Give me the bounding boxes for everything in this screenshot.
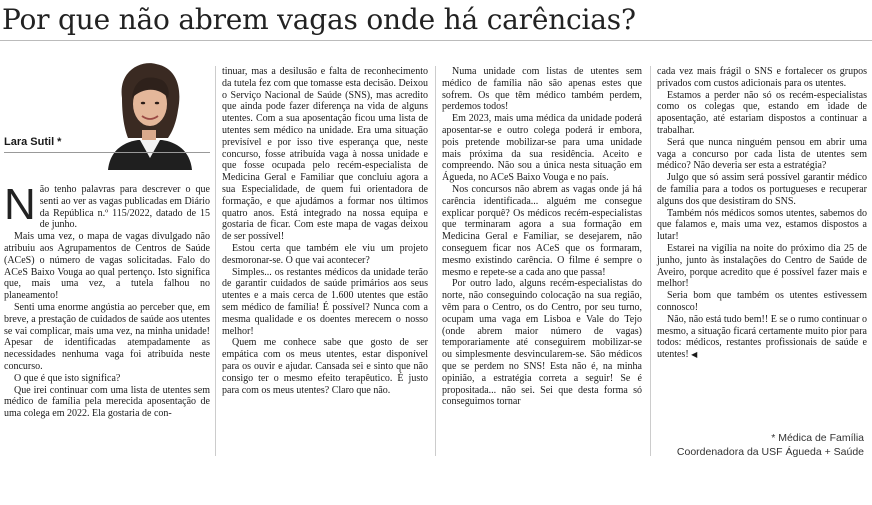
paragraph: Nos concursos não abrem as vagas onde já há carência identificada... alguém me consegue explicar porquê? Os médicos recém-especialistas que terminaram agora a sua formação em Medicina Geral e Familiar, se desejarem, não conseguem ficar nos ACeS que os formaram, mesmo existindo carência. O filme é sempre o mesmo e repete-se a cada ano que passa! (442, 183, 642, 278)
paragraph: Estarei na vigília na noite do próximo dia 25 de junho, junto às instalações do Centro de Saúde de Aveiro, porque acredito que é possível fazer mais e melhor! (657, 242, 867, 290)
paragraph: Não tenho palavras para descrever o que senti ao ver as vagas publicadas em Diário da República n.º 115/2022, datado de 15 de junho. (4, 180, 211, 231)
paragraph: Estou certa que também ele viu um projeto desmoronar-se. O que vai acontecer? (222, 242, 428, 266)
paragraph: cada vez mais frágil o SNS e fortalecer os grupos privados com custos adicionais para os utentes. (657, 66, 867, 89)
author-name: Lara Sutil * (4, 136, 62, 148)
author-note: * Médica de Família (771, 432, 864, 444)
paragraph: Será que nunca ninguém pensou em abrir uma vaga a concurso por cada lista de utentes sem médico? Não deveria ser esta a estratégia? (657, 136, 867, 172)
paragraph: Por outro lado, alguns recém-especialistas do norte, não conseguindo colocação na sua região, vêm para o Centro, os do Centro, por seu turno, ocupam uma vaga em Lisboa e Vale do Tejo (onde abrem maior número de vagas) temporariamente até conseguirem mobilizar-se ou simplesmente desvincularem-se. São médicos que se perdem no SNS! Esta não é, na minha opinião, a estratégia correta a seguir! Se é propositada... não sei. Sei que desta forma só conseguimos tornar (442, 278, 642, 408)
paragraph: Também nós médicos somos utentes, sabemos do que falamos e, mais uma vez, estamos dispostos a lutar! (657, 207, 867, 243)
article-column-4 (657, 66, 867, 361)
column-divider (435, 66, 436, 456)
paragraph: O que é que isto significa? (14, 372, 121, 384)
author-rule (4, 152, 210, 153)
paragraph: Seria bom que também os utentes estivessem connosco! (657, 290, 867, 313)
paragraph: Senti uma enorme angústia ao perceber que, em breve, a prestação de cuidados de saúde aos utentes se vai complicar, mais uma vez, na minha unidade! Apesar de identificadas atempadamente as necessidades nenhuma vaga foi atribuída neste concurso. (4, 301, 210, 372)
article-column-1 (4, 180, 211, 420)
paragraph: Numa unidade com listas de utentes sem médico de família não são apenas estes que sofrem. Os que têm médico também perdem, perdemos todos! (442, 66, 642, 113)
drop-cap: N (4, 180, 36, 229)
headline-rule (0, 40, 872, 41)
article-column-3 (442, 66, 642, 408)
author-role: Coordenadora da USF Águeda + Saúde (676, 446, 864, 458)
paragraph: Não, não está tudo bem!! E se o rumo continuar o mesmo, a situação ficará certamente muito pior para todos: médicos, restantes profissionais de saúde e utentes! ◀ (657, 313, 867, 361)
paragraph: Estamos a perder não só os recém-especialistas como os colegas que, estando em idade de aposentação, até estariam dispostos a continuar a trabalhar. (657, 89, 867, 136)
paragraph: tinuar, mas a desilusão e falta de reconhecimento da tutela fez com que tomasse esta decisão. Deixou o Serviço Nacional de Saúde (SNS), mas acredito que ainda pode fazer diferença na vida de alguns utentes. Com a sua aposentação ficou uma lista de utentes sem médico na unidade. Era uma situação previsível e por isso tive esperança que, neste concurso, fosse atribuída vaga à nossa unidade e que fosse ocupada pelo recém-especialista de Medicina Geral e Familiar que concluiu agora a sua Especialidade, de quem fui orientadora de formação, e que ajudámos a formar nos últimos quatro anos. Está integrado na nossa equipa e gostaria de ficar. Com este mapa de vagas deixou de ser possível! (222, 66, 428, 243)
paragraph: Em 2023, mais uma médica da unidade poderá aposentar-se e outro colega poderá ir embora, pois pretende mobilizar-se para uma unidade mais próxima da sua residência. Aceito e compreendo. Não sou a única nesta situação em Águeda, no ACeS Baixo Vouga e no país. (442, 113, 642, 184)
paragraph: Mais uma vez, o mapa de vagas divulgado não atribuiu aos Agrupamentos de Centros de Saúde (ACeS) o número de vagas solicitadas. Falo do ACeS Baixo Vouga ao qual pertenço. Isto significa que, mais uma vez, a tutela falhou no planeamento! (4, 231, 210, 302)
paragraph: Que irei continuar com uma lista de utentes sem médico de família pela merecida aposentação de uma colega em 2022. Ela gostaria de con- (4, 384, 210, 420)
paragraph: Simples... os restantes médicos da unidade terão de garantir cuidados de saúde primários aos seus utentes e a mais cerca de 1.600 utentes que estão sem médico de família! É possível? Nunca com a mesma qualidade e os doentes merecem o nosso melhor! (222, 266, 428, 337)
end-mark-icon: ◀ (691, 350, 698, 360)
column-divider (215, 66, 216, 456)
paragraph: Julgo que só assim será possível garantir médico de família para a todos os portugueses e recuperar alguns dos que desistiram do SNS. (657, 172, 867, 207)
article-column-2 (222, 66, 428, 396)
author-photo (78, 58, 210, 170)
headline: Por que não abrem vagas onde há carências? (2, 3, 636, 36)
column-divider (650, 66, 651, 456)
paragraph: Quem me conhece sabe que gosto de ser empática com os meus utentes, estar disponível para os ouvir e ajudar. Cansada sei e sinto que não consigo ter o mesmo efeito terapêutico. É justo para com os meus utentes? Claro que não. (222, 337, 428, 396)
